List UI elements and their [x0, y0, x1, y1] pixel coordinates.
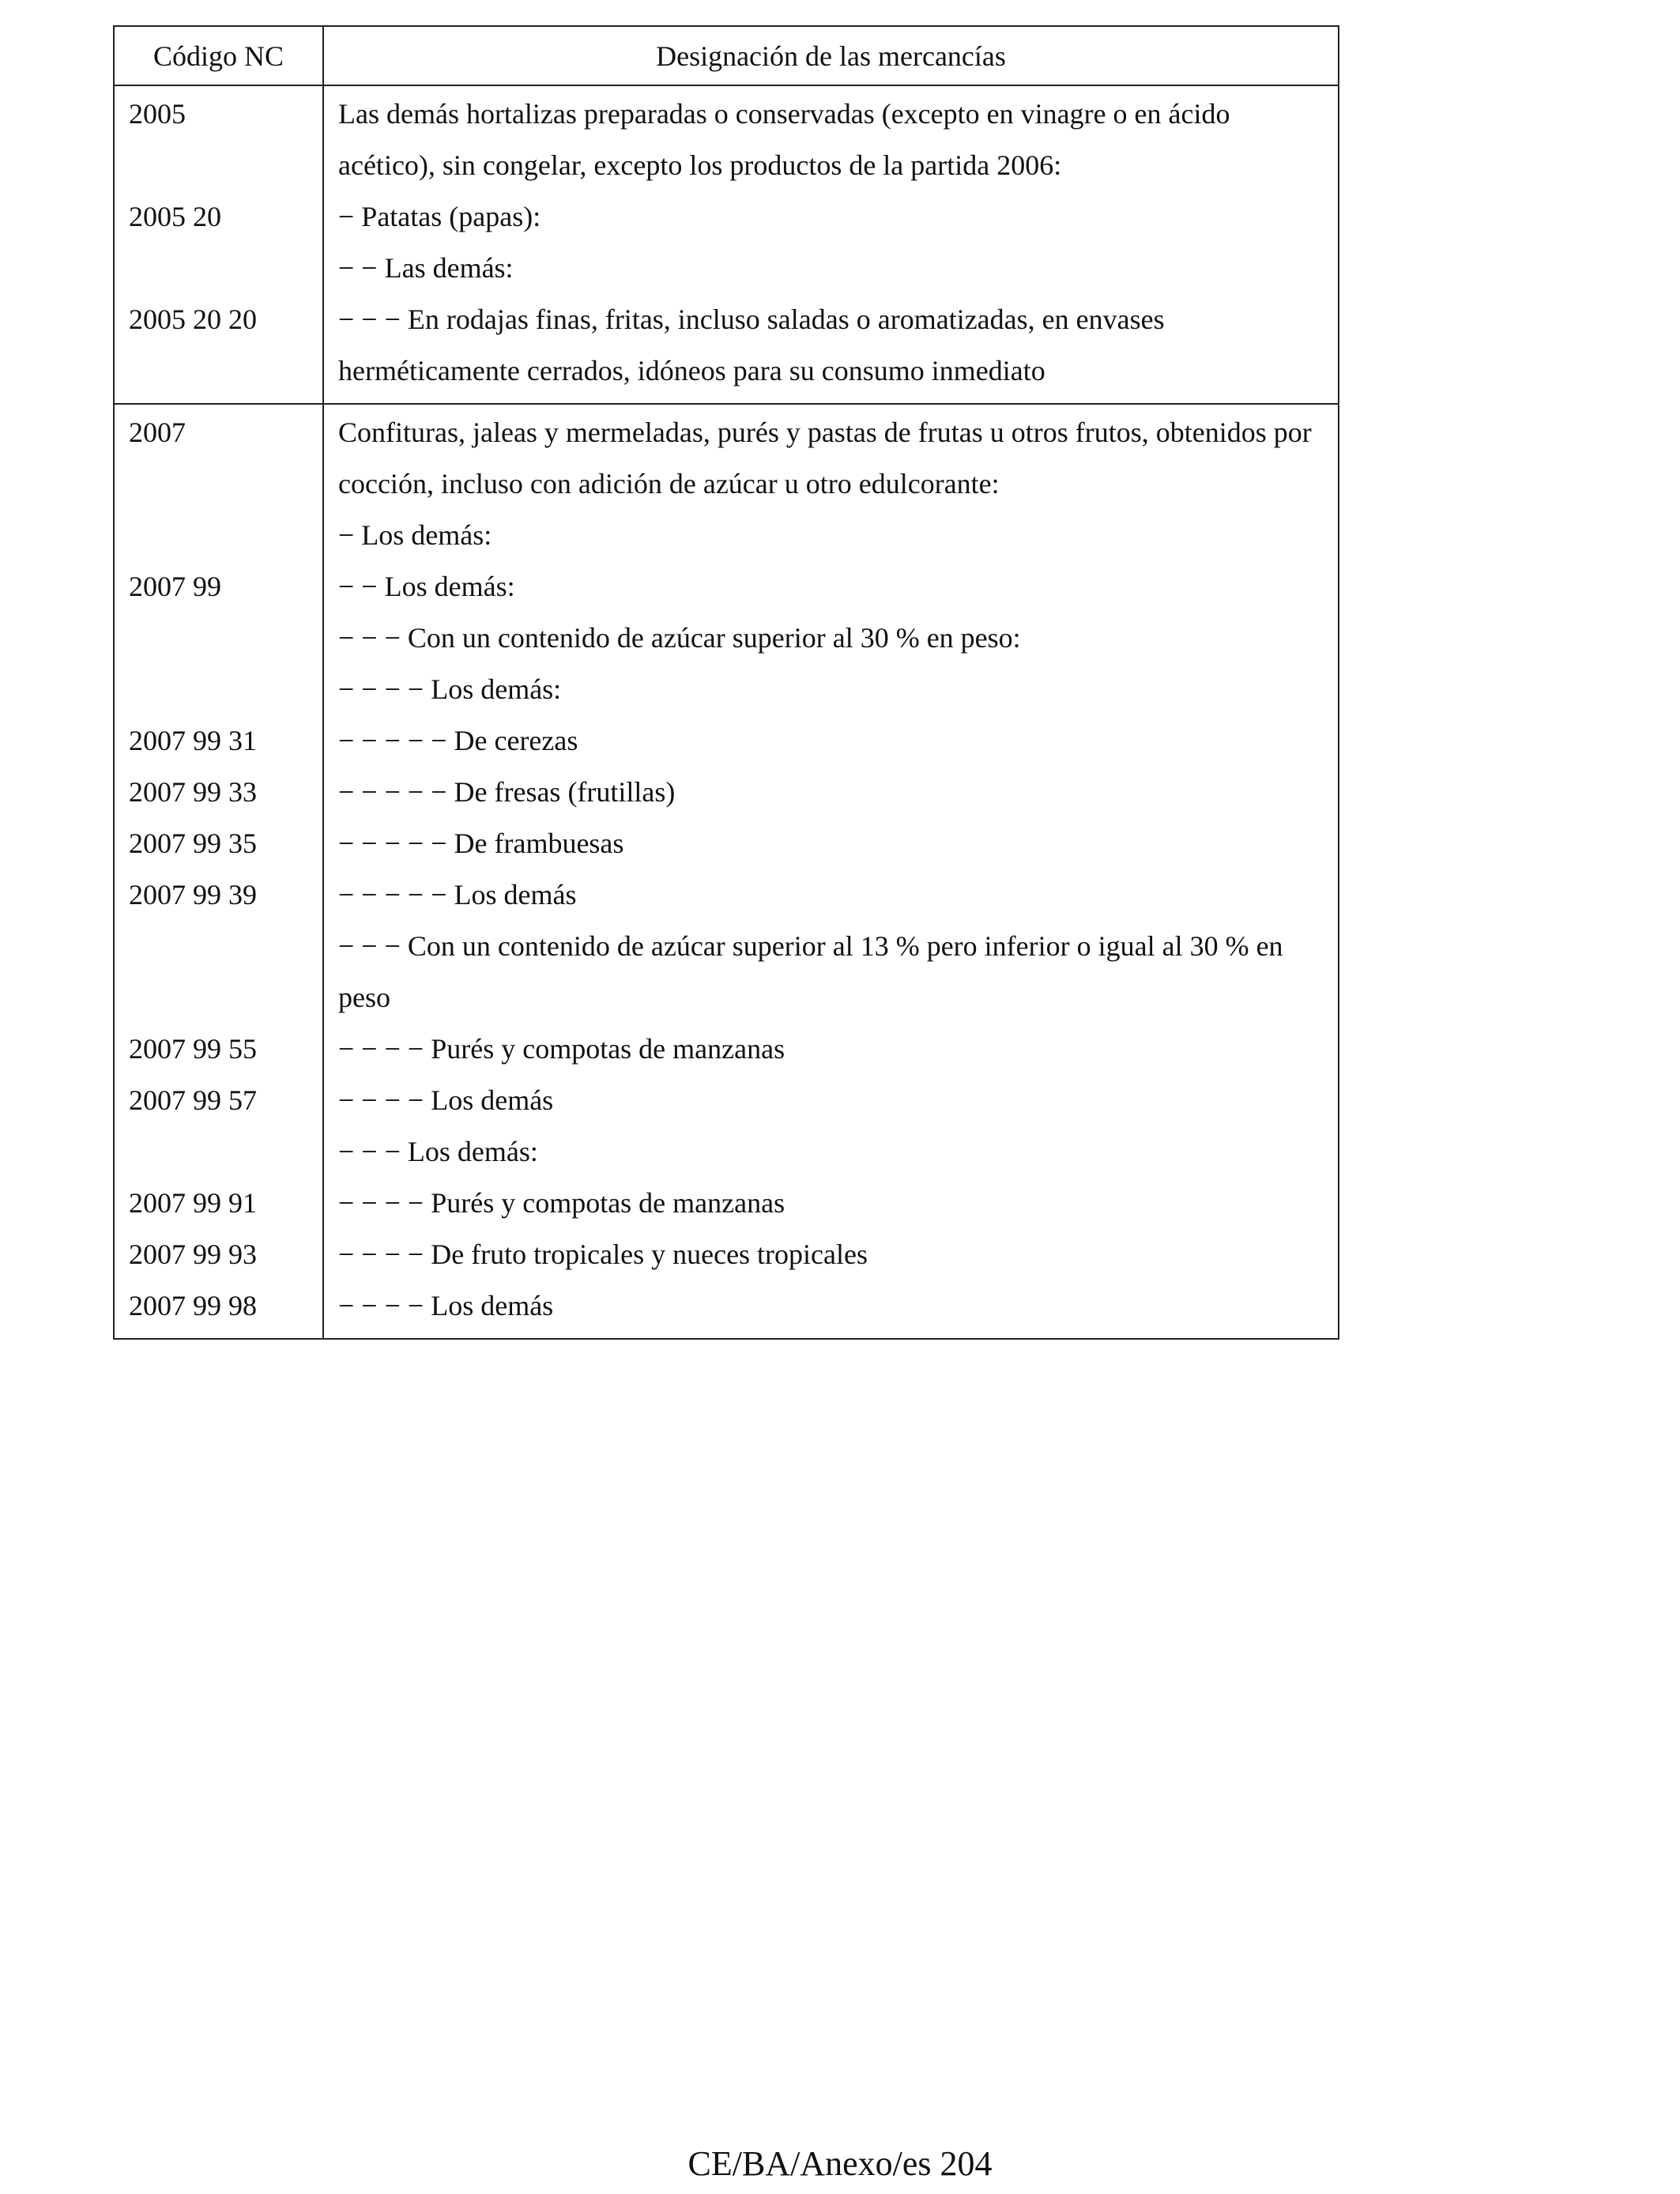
table-row — [114, 510, 1339, 561]
table-row — [114, 664, 1339, 715]
goods-description: − − Las demás: — [323, 243, 1339, 294]
cn-code: 2007 99 98 — [114, 1280, 323, 1339]
cn-code: 2007 99 57 — [114, 1075, 323, 1126]
goods-description: − − − − Los demás: — [323, 664, 1339, 715]
goods-description: − − Los demás: — [323, 561, 1339, 613]
header-row — [114, 26, 1339, 85]
cn-code: 2007 99 39 — [114, 869, 323, 921]
goods-description: − − − Con un contenido de azúcar superior al 30 % en peso: — [323, 613, 1339, 664]
table-header — [114, 26, 1339, 85]
table-row — [114, 818, 1339, 869]
goods-description: − − − − Purés y compotas de manzanas — [323, 1023, 1339, 1075]
tariff-table — [113, 25, 1339, 1340]
goods-description: − Los demás: — [323, 510, 1339, 561]
table-group — [114, 404, 1339, 1339]
table-row — [114, 715, 1339, 767]
table-row — [114, 1023, 1339, 1075]
cn-code: 2007 99 93 — [114, 1229, 323, 1280]
cn-code: 2005 20 — [114, 191, 323, 243]
cn-code — [114, 510, 323, 561]
cn-code: 2007 — [114, 404, 323, 510]
cn-code — [114, 243, 323, 294]
cn-code — [114, 613, 323, 664]
cn-code — [114, 664, 323, 715]
table-row — [114, 243, 1339, 294]
goods-description: − − − − Los demás — [323, 1280, 1339, 1339]
cn-code: 2005 20 20 — [114, 294, 323, 404]
cn-code: 2005 — [114, 85, 323, 191]
table-row — [114, 1229, 1339, 1280]
goods-description: − − − − Purés y compotas de manzanas — [323, 1178, 1339, 1229]
page-footer-reference: CE/BA/Anexo/es 204 — [687, 2144, 993, 2183]
cn-code: 2007 99 33 — [114, 767, 323, 818]
goods-description: Las demás hortalizas preparadas o conservadas (excepto en vinagre o en ácido acético), sin congelar, excepto los productos de la partida 2006: — [323, 85, 1339, 191]
cn-code: 2007 99 — [114, 561, 323, 613]
table-row — [114, 1075, 1339, 1126]
goods-description: − − − Los demás: — [323, 1126, 1339, 1178]
table-row — [114, 561, 1339, 613]
table-row — [114, 613, 1339, 664]
header-description: Designación de las mercancías — [323, 26, 1339, 85]
goods-description: − − − En rodajas finas, fritas, incluso saladas o aromatizadas, en envases herméticamente cerrados, idóneos para su consumo inmediato — [323, 294, 1339, 404]
table-row — [114, 869, 1339, 921]
table-row — [114, 921, 1339, 1023]
cn-code — [114, 921, 323, 1023]
cn-code — [114, 1126, 323, 1178]
goods-description: − − − Con un contenido de azúcar superior al 13 % pero inferior o igual al 30 % en peso — [323, 921, 1339, 1023]
goods-description: − Patatas (papas): — [323, 191, 1339, 243]
table-row — [114, 294, 1339, 404]
table-row — [114, 1178, 1339, 1229]
cn-code: 2007 99 31 — [114, 715, 323, 767]
goods-description: − − − − − De fresas (frutillas) — [323, 767, 1339, 818]
header-code: Código NC — [114, 26, 323, 85]
table-row — [114, 404, 1339, 510]
table-group — [114, 85, 1339, 404]
goods-description: − − − − − Los demás — [323, 869, 1339, 921]
goods-description: − − − − − De frambuesas — [323, 818, 1339, 869]
goods-description: − − − − Los demás — [323, 1075, 1339, 1126]
table-row — [114, 767, 1339, 818]
cn-code: 2007 99 35 — [114, 818, 323, 869]
table-row — [114, 191, 1339, 243]
cn-code: 2007 99 55 — [114, 1023, 323, 1075]
cn-code: 2007 99 91 — [114, 1178, 323, 1229]
table-row — [114, 1280, 1339, 1339]
table-row — [114, 85, 1339, 191]
goods-description: − − − − − De cerezas — [323, 715, 1339, 767]
goods-description: − − − − De fruto tropicales y nueces tropicales — [323, 1229, 1339, 1280]
goods-description: Confituras, jaleas y mermeladas, purés y pastas de frutas u otros frutos, obtenidos por cocción, incluso con adición de azúcar u otro edulcorante: — [323, 404, 1339, 510]
table-row — [114, 1126, 1339, 1178]
